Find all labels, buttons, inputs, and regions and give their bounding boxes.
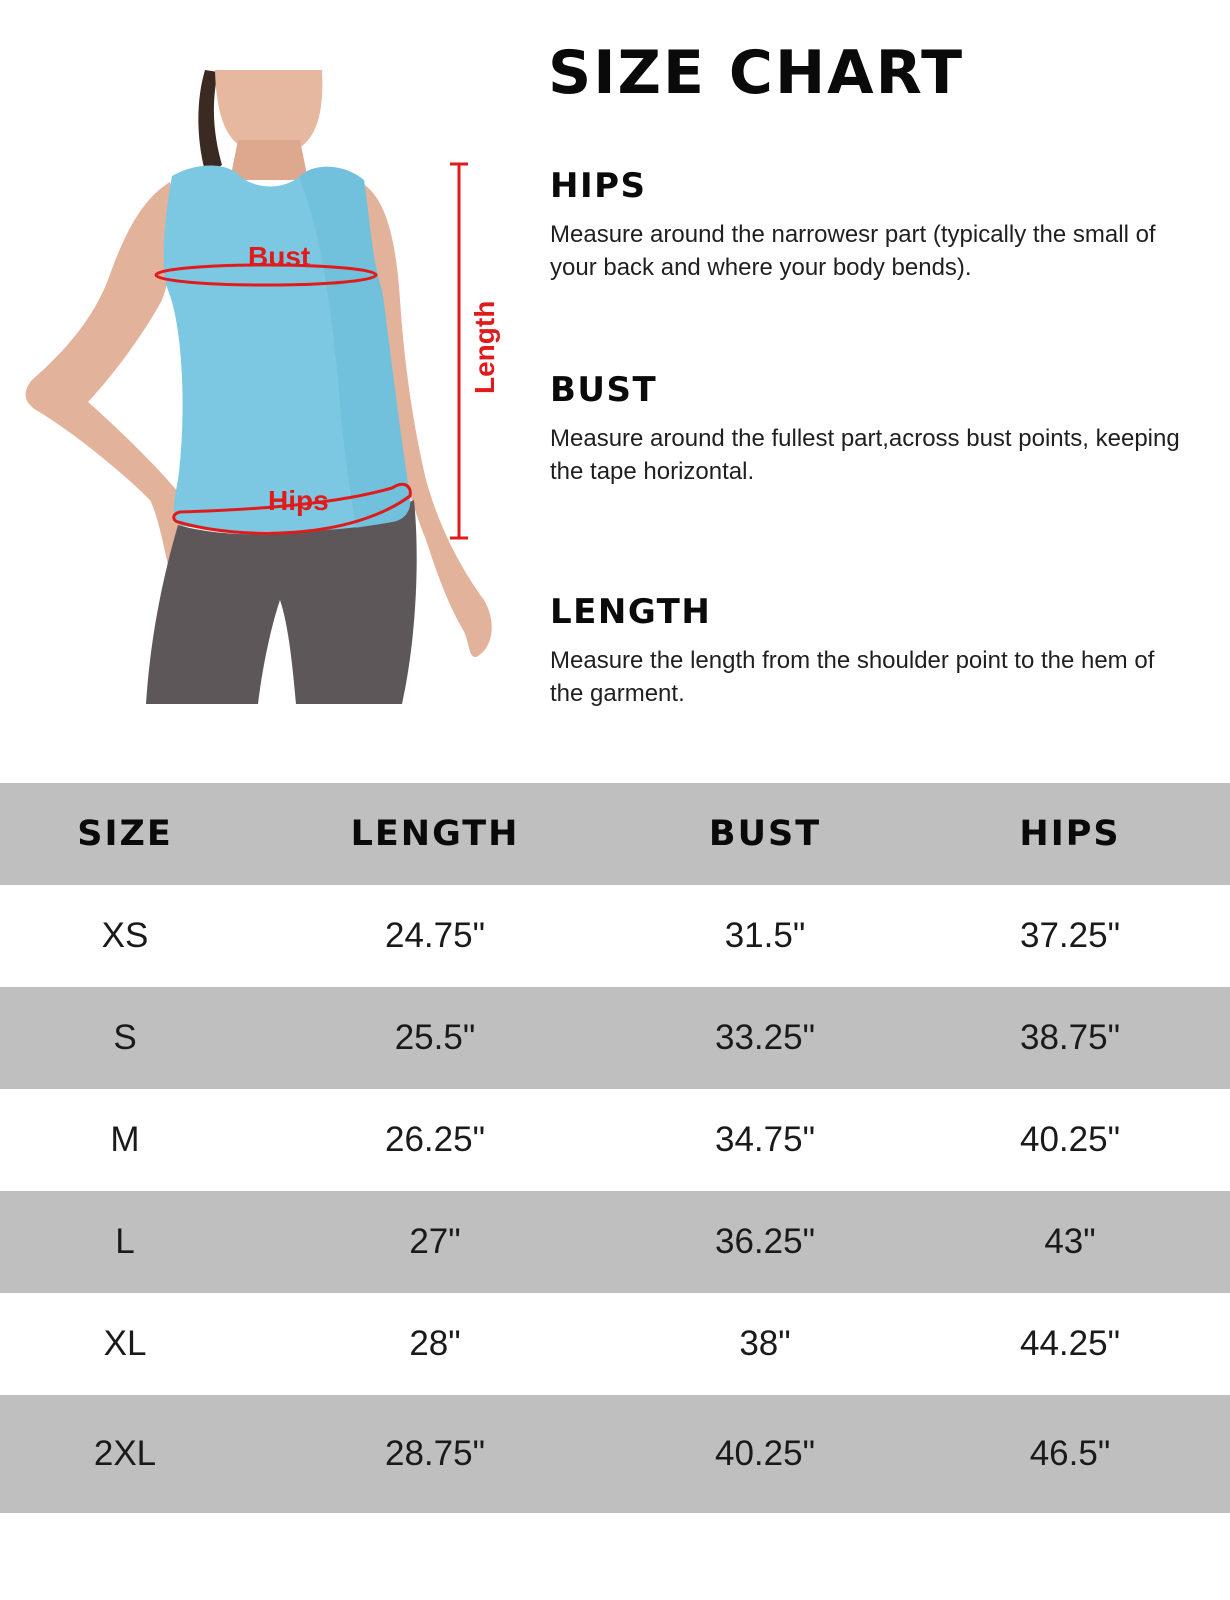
table-row <box>0 1191 1230 1293</box>
cell-length: 28" <box>250 1293 620 1395</box>
hips-section <box>550 166 1190 284</box>
cell-bust: 34.75" <box>620 1089 910 1191</box>
header-size: SIZE <box>0 783 250 885</box>
cell-bust: 40.25" <box>620 1395 910 1513</box>
cell-size: S <box>0 987 250 1089</box>
cell-bust: 36.25" <box>620 1191 910 1293</box>
cell-hips: 44.25" <box>910 1293 1230 1395</box>
header-bust: BUST <box>620 783 910 885</box>
table-row <box>0 1293 1230 1395</box>
table-row <box>0 1089 1230 1191</box>
cell-hips: 43" <box>910 1191 1230 1293</box>
hips-label: Hips <box>268 485 329 516</box>
cell-size: M <box>0 1089 250 1191</box>
cell-hips: 37.25" <box>910 885 1230 987</box>
cell-hips: 46.5" <box>910 1395 1230 1513</box>
bust-heading: BUST <box>550 370 658 410</box>
cell-bust: 38" <box>620 1293 910 1395</box>
size-table <box>0 783 1230 1513</box>
cell-length: 26.25" <box>250 1089 620 1191</box>
cell-bust: 33.25" <box>620 987 910 1089</box>
model-figure <box>0 0 520 720</box>
cell-size: 2XL <box>0 1395 250 1513</box>
table-row <box>0 885 1230 987</box>
header-length: LENGTH <box>250 783 620 885</box>
cell-size: L <box>0 1191 250 1293</box>
bust-label: Bust <box>248 241 311 272</box>
page-title: SIZE CHART <box>548 38 965 108</box>
model-illustration <box>0 0 520 720</box>
length-description: Measure the length from the shoulder point to the hem of the garment. <box>550 647 1155 707</box>
cell-length: 24.75" <box>250 885 620 987</box>
length-section <box>550 592 1190 710</box>
cell-size: XS <box>0 885 250 987</box>
cell-size: XL <box>0 1293 250 1395</box>
length-label: Length <box>469 300 500 394</box>
length-heading: LENGTH <box>550 592 712 632</box>
table-header-row <box>0 783 1230 885</box>
cell-length: 25.5" <box>250 987 620 1089</box>
neck-shape <box>230 140 308 180</box>
table-row <box>0 1395 1230 1513</box>
bust-description: Measure around the fullest part,across bust points, keeping the tape horizontal. <box>550 425 1180 485</box>
table-row <box>0 987 1230 1089</box>
cell-hips: 40.25" <box>910 1089 1230 1191</box>
hips-heading: HIPS <box>550 166 647 206</box>
cell-length: 28.75" <box>250 1395 620 1513</box>
bust-section <box>550 370 1190 488</box>
cell-length: 27" <box>250 1191 620 1293</box>
cell-bust: 31.5" <box>620 885 910 987</box>
header-hips: HIPS <box>910 783 1230 885</box>
hips-description: Measure around the narrowesr part (typically the small of your back and where your body bends). <box>550 221 1156 281</box>
cell-hips: 38.75" <box>910 987 1230 1089</box>
